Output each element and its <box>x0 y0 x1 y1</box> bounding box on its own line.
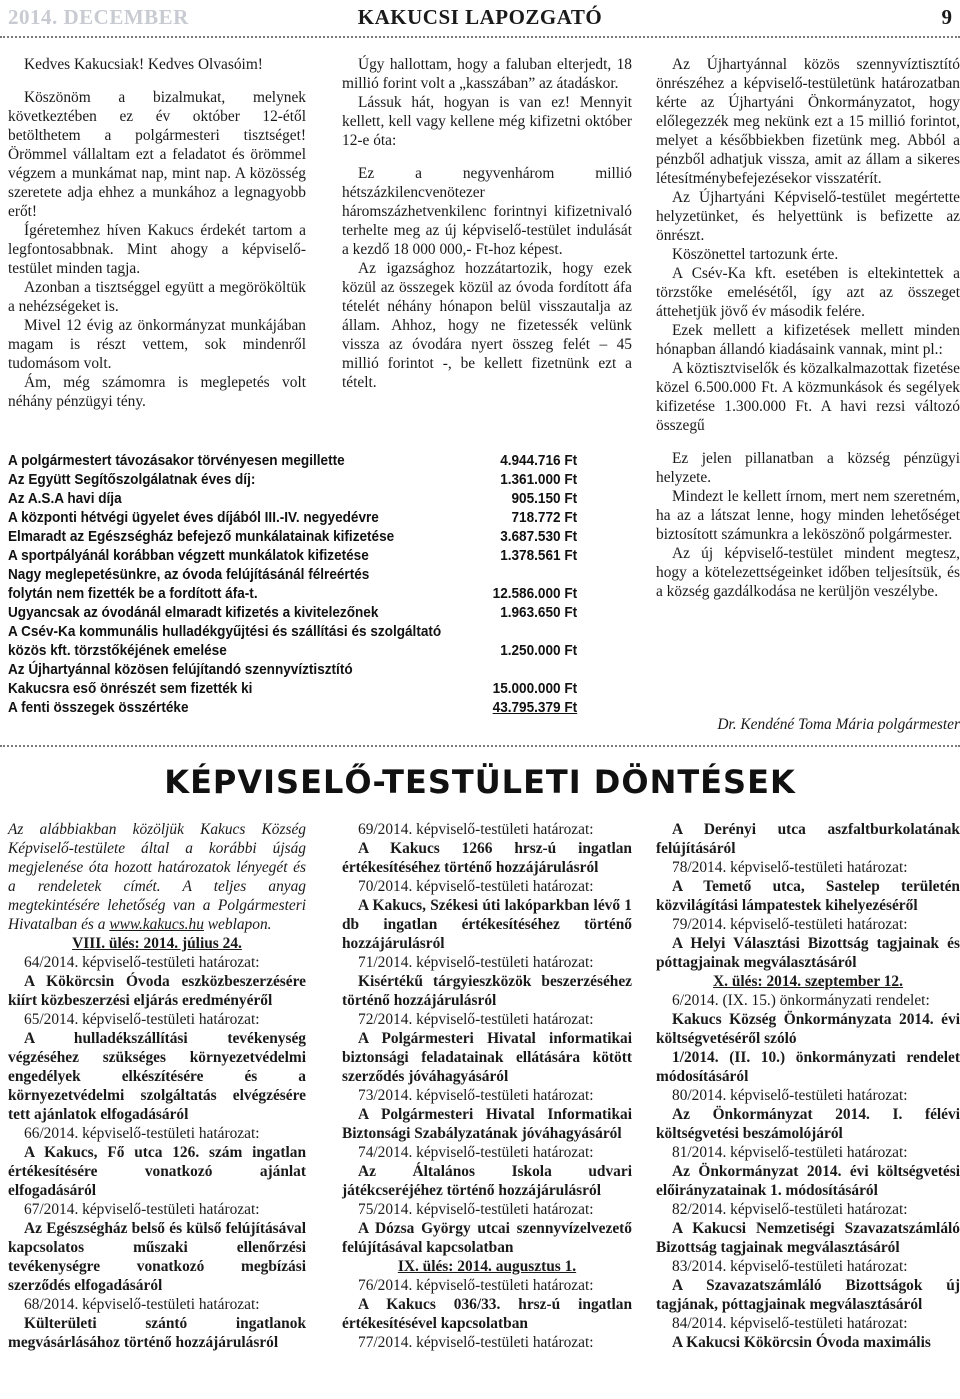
paragraph: Az igazsághoz hozzátartozik, hogy ezek közül az összegek közül az óvoda fordított áfa tételét néhány hónapon belül visszautalja az állam. Ahhoz, hogy ne fizetessék velünk vissza az óvodára nyert összeg felét – 45 millió forintot -, be kellett fizetnünk ezt a tételt. <box>342 260 632 391</box>
payment-label: Az Újhartyánnal közösen felújítandó szennyvíztisztító <box>8 662 353 678</box>
decisions-column-2 <box>342 820 632 1352</box>
spacer <box>8 74 306 88</box>
page-header <box>0 0 960 34</box>
payment-amount: 43.795.379 Ft <box>492 700 578 716</box>
resolution-number: 70/2014. képviselő-testületi határozat: <box>358 878 594 895</box>
payment-amount: 1.963.650 Ft <box>500 605 578 621</box>
spacer <box>342 150 632 164</box>
payments-total-row <box>8 699 577 718</box>
paragraph: Az Újhartyánnal közös szennyvíztisztító önrészéhez a képviselő-testületünk határozatban kérte az Újhartyáni Önkormányzatot, hogy előlegezzék meg nekünk ezt a 15 millió forintot, melyet a későbbiekben fizetünk meg. Abból a pénzből adhatjuk vissza, amit az állam a sikeres létesítménybefejezésekor visszatérít. <box>656 56 960 187</box>
payment-row <box>8 490 577 509</box>
payment-label: folytán nem fizették be a fordított áfa-t. <box>8 586 258 602</box>
resolution-number: 75/2014. képviselő-testületi határozat: <box>358 1201 594 1218</box>
paragraph: Köszönöm a bizalmukat, melynek következtében ez év október 12-étől betölthetem a polgármesteri tisztséget! Örömmel vállaltam ezt a feladatot és örömmel végzem a munkámat nap, mint nap. A közösség szeretete adja ehhez a munkához a legnagyobb erőt! <box>8 89 306 220</box>
resolution-title: A Dózsa György utcai szennyvízelvezető felújításával kapcsolatban <box>342 1220 632 1256</box>
section-divider <box>0 745 960 747</box>
resolution-number: 74/2014. képviselő-testületi határozat: <box>358 1144 594 1161</box>
meeting-heading: VIII. ülés: 2014. július 24. <box>72 935 242 952</box>
paragraph: Köszönettel tartozunk érte. <box>672 246 839 263</box>
resolution-number: 66/2014. képviselő-testületi határozat: <box>24 1125 260 1142</box>
resolution-title: A Kakucsi Kökörcsin Óvoda maximális <box>672 1334 931 1351</box>
resolution-number: 82/2014. képviselő-testületi határozat: <box>672 1201 908 1218</box>
paragraph: Mivel 12 évig az önkormányzat munkájában magam is részt vettem, sok mindenről tudomásom volt. <box>8 317 306 372</box>
payment-row <box>8 528 577 547</box>
paragraph: Mindezt le kellett írnom, mert nem szeretném, ha az a látszat lenne, hogy minden lehetőséget biztosított számunkra a leköszönő polgármester. <box>656 488 960 543</box>
paragraph: Lássuk hát, hogyan is van ez! Mennyit kellett, kell vagy kellene még kifizetni október 12-e óta: <box>342 94 632 149</box>
resolution-title: Az Önkormányzat 2014. évi költségvetési előirányzatainak 1. módosításáról <box>656 1163 960 1199</box>
resolution-title: A hulladékszállítási tevékenység végzéséhez szükséges környezetvédelmi engedélyek elkészítésére és a környezetvédelmi szolgáltatás elvégzésére tett ajánlatok elfogadásáról <box>8 1030 306 1123</box>
paragraph: Ígéretemhez híven Kakucs érdekét tartom a legfontosabbnak. Mint ahogy a képviselő-testület minden tagja. <box>8 222 306 277</box>
resolution-number: 83/2014. képviselő-testületi határozat: <box>672 1258 908 1275</box>
resolution-number: 65/2014. képviselő-testületi határozat: <box>24 1011 260 1028</box>
resolution-number: 69/2014. képviselő-testületi határozat: <box>358 821 594 838</box>
decisions-intro <box>8 820 306 934</box>
resolution-number: 81/2014. képviselő-testületi határozat: <box>672 1144 908 1161</box>
paragraph: Ez jelen pillanatban a község pénzügyi helyzete. <box>656 450 960 486</box>
meeting-heading: X. ülés: 2014. szeptember 12. <box>713 973 903 990</box>
resolution-title: A Kakucs 036/33. hrsz-ú ingatlan értékesítésével kapcsolatban <box>342 1296 632 1332</box>
header-divider <box>0 36 960 38</box>
resolution-title: A Kakucsi Nemzetiségi Szavazatszámláló Bizottság tagjainak megválasztásáról <box>656 1220 960 1256</box>
resolution-title: A Polgármesteri Hivatal informatikai biztonsági feladatainak ellátására kötött szerződés jóváhagyásáról <box>342 1030 632 1085</box>
payment-amount: 1.378.561 Ft <box>500 548 578 564</box>
resolution-title: Az Önkormányzat 2014. I. félévi költségvetési beszámolójáról <box>656 1106 960 1142</box>
resolution-title: A Kökörcsin Óvoda eszközbeszerzésére kiírt közbeszerzési eljárás eredményéről <box>8 973 306 1009</box>
resolution-number: 64/2014. képviselő-testületi határozat: <box>24 954 260 971</box>
payment-label: Az A.S.A havi díja <box>8 491 122 507</box>
resolution-title: A Kakucs 1266 hrsz-ú ingatlan értékesítéséhez történő hozzájárulásról <box>342 840 632 876</box>
resolution-number: 68/2014. képviselő-testületi határozat: <box>24 1296 260 1313</box>
payment-label: Az Együtt Segítőszolgálatnak éves díj: <box>8 472 256 488</box>
payment-label: Ugyancsak az óvodánál elmaradt kifizetés a kivitelezőnek <box>8 605 379 621</box>
payment-label: A polgármestert távozásakor törvényesen megillette <box>8 453 345 469</box>
paragraph: Kedves Kakucsiak! Kedves Olvasóim! <box>24 56 263 73</box>
payment-row <box>8 566 577 585</box>
resolution-number: 77/2014. képviselő-testületi határozat: <box>358 1334 594 1351</box>
section-title: KÉPVISELŐ-TESTÜLETI DÖNTÉSEK <box>164 763 796 801</box>
resolution-title: A Kakucs, Fő utca 126. szám ingatlan értékesítésére vonatkozó ajánlat elfogadásáról <box>8 1144 306 1199</box>
decisions-column-1 <box>8 820 306 1352</box>
issue-date: 2014. DECEMBER <box>8 4 189 29</box>
resolution-title: 1/2014. (II. 10.) önkormányzati rendelet módosításáról <box>656 1049 960 1085</box>
resolution-number: 6/2014. (IX. 15.) önkormányzati rendelet: <box>672 992 930 1009</box>
resolution-title: Kisértékű tárgyieszközök beszerzéséhez történő hozzájárulásról <box>342 973 632 1009</box>
resolution-title: A Helyi Választási Bizottság tagjainak és póttagjainak megválasztásáról <box>656 935 960 971</box>
page-number: 9 <box>941 4 952 29</box>
payment-amount: 1.250.000 Ft <box>500 643 578 659</box>
meeting-heading: IX. ülés: 2014. augusztus 1. <box>397 1258 577 1275</box>
resolution-number: 73/2014. képviselő-testületi határozat: <box>358 1087 594 1104</box>
paragraph: A Csév-Ka kft. esetében is eltekintettek a törzstőke emelésétől, így azt az összeget áttehetjük jövő év második felére. <box>656 265 960 320</box>
paragraph: Ám, még számomra is meglepetés volt néhány pénzügyi tény. <box>8 374 306 410</box>
paragraph: Az Újhartyáni Képviselő-testület megértette helyzetünket, és helyettünk is befizette az önrészt. <box>656 189 960 244</box>
payment-row <box>8 471 577 490</box>
letter-column-2 <box>342 55 632 392</box>
resolution-number: 80/2014. képviselő-testületi határozat: <box>672 1087 908 1104</box>
resolution-number: 76/2014. képviselő-testületi határozat: <box>358 1277 594 1294</box>
payment-row <box>8 680 577 699</box>
resolution-title: A Szavazatszámláló Bizottságok új tagjának, póttagjainak megválasztásáról <box>656 1277 960 1313</box>
paragraph: Az új képviselő-testület mindent megtesz, hogy a kötelezettségeinket időben teljesítsük, és a község gazdálkodása ne kerüljön veszélybe. <box>656 545 960 600</box>
resolution-title: A Temető utca, Sastelep területén közvilágítási lámpatestek kihelyezéséről <box>656 878 960 914</box>
resolution-title: A Polgármesteri Hivatal Informatikai Biztonsági Szabályzatának jóváhagyásáról <box>342 1106 632 1142</box>
resolution-number: 72/2014. képviselő-testületi határozat: <box>358 1011 594 1028</box>
resolution-number: 78/2014. képviselő-testületi határozat: <box>672 859 908 876</box>
payment-row <box>8 585 577 604</box>
paragraph: Azonban a tisztséggel együtt a megörököltük a nehézségeket is. <box>8 279 306 315</box>
payment-label: A fenti összegek összértéke <box>8 700 189 716</box>
payment-row <box>8 547 577 566</box>
paragraph: Úgy hallottam, hogy a faluban elterjedt, 18 millió forint volt a „kasszában” az átadáskor. <box>342 56 632 92</box>
resolution-title: Kakucs Község Önkormányzata 2014. évi költségvetéséről szóló <box>656 1011 960 1047</box>
payment-amount: 905.150 Ft <box>511 491 578 507</box>
publication-title: KAKUCSI LAPOZGATÓ <box>357 4 603 29</box>
paragraph: Ez a negyvenhárom millió hétszázkilencvenötezer háromszázhetvenkilenc forintnyi kifizetnivaló terhelte meg az új képviselő-testület indulását a kezdő 18 000 000,- Ft-hoz képest. <box>342 165 632 258</box>
payment-amount: 1.361.000 Ft <box>500 472 578 488</box>
letter-column-1 <box>8 55 306 411</box>
payment-amount: 15.000.000 Ft <box>492 681 578 697</box>
payment-label: A központi hétvégi ügyelet éves díjából III.-IV. negyedévre <box>8 510 379 526</box>
intro-text-end: weblapon. <box>203 916 272 933</box>
payment-row <box>8 642 577 661</box>
decisions-column-3 <box>656 820 960 1352</box>
resolution-title: A Kakucs, Székesi úti lakóparkban lévő 1 db ingatlan értékesítéséhez történő hozzájárulásról <box>342 897 632 952</box>
payment-amount: 12.586.000 Ft <box>492 586 578 602</box>
resolution-number: 79/2014. képviselő-testületi határozat: <box>672 916 908 933</box>
payments-table <box>8 452 577 718</box>
payment-row <box>8 452 577 471</box>
resolution-number: 67/2014. képviselő-testületi határozat: <box>24 1201 260 1218</box>
payment-row <box>8 661 577 680</box>
paragraph: A köztisztviselők és közalkalmazottak fizetése közel 6.500.000 Ft. A közmunkások és segélyek kifizetése 1.300.000 Ft. A havi rezsi változó összegű <box>656 360 960 434</box>
payment-row <box>8 509 577 528</box>
payment-label: A sportpályánál korábban végzett munkálatok kifizetése <box>8 548 369 564</box>
payment-amount: 3.687.530 Ft <box>500 529 578 545</box>
payment-label: közös kft. törzstőkéjének emelése <box>8 643 227 659</box>
payment-label: Elmaradt az Egészségház befejező munkálatainak kifizetése <box>8 529 395 545</box>
payment-amount: 4.944.716 Ft <box>500 453 578 469</box>
resolution-title: Az Általános Iskola udvari játékcseréjéhez történő hozzájárulásról <box>342 1163 632 1199</box>
decisions-list-1 <box>8 934 306 1352</box>
payment-label: Nagy meglepetésünkre, az óvoda felújításánál félreértés <box>8 567 370 583</box>
payment-row <box>8 604 577 623</box>
payment-label: A Csév-Ka kommunális hulladékgyűjtési és szállítási és szolgáltató <box>8 624 442 640</box>
resolution-title: Az Egészségház belső és külső felújításával kapcsolatos műszaki ellenőrzési tevékenységre vonatkozó megbízási szerződés elfogadásáról <box>8 1220 306 1294</box>
paragraph: Ezek mellett a kifizetések mellett minden hónapban állandó kiadásaink vannak, mint pl.: <box>656 322 960 358</box>
resolution-title: Külterületi szántó ingatlanok megvásárlásához történő hozzájárulásról <box>8 1315 306 1351</box>
spacer <box>656 435 960 449</box>
signature: Dr. Kendéné Toma Mária polgármester <box>717 716 960 733</box>
payment-label: Kakucsra eső önrészét sem fizették ki <box>8 681 253 697</box>
intro-text: Az alábbiakban közöljük Kakucs Község Képviselő-testülete által a korábbi újság megjelenése óta hozott határozatok lényegét és a rendeletek címét. A teljes anyag megtekintésére lehetőség van a Polgármesteri Hivatalban és a <box>8 821 306 933</box>
payment-row <box>8 623 577 642</box>
resolution-title: A Derényi utca aszfaltburkolatának felújításáról <box>656 821 960 857</box>
resolution-number: 71/2014. képviselő-testületi határozat: <box>358 954 594 971</box>
letter-column-3 <box>656 55 960 601</box>
payment-amount: 718.772 Ft <box>511 510 578 526</box>
resolution-number: 84/2014. képviselő-testületi határozat: <box>672 1315 908 1332</box>
website-link[interactable]: www.kakucs.hu <box>109 916 204 933</box>
